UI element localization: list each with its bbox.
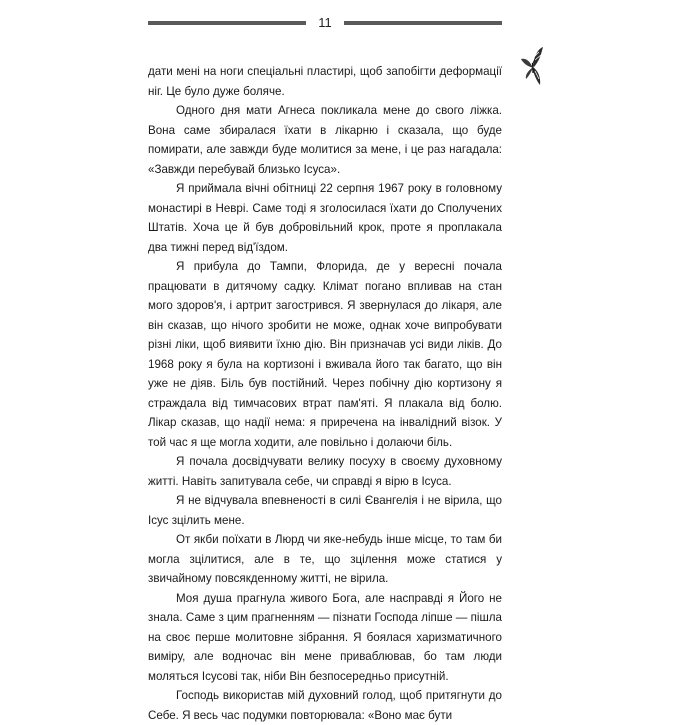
page-number: 11 — [318, 15, 332, 30]
paragraph: Господь використав мій духовний голод, щоб притягнути до Себе. Я весь час подумки повторювала: «Воно має бути — [148, 689, 502, 722]
paragraph: Я приймала вічні обітниці 22 серпня 1967 року в головному монастирі в Неврі. Саме тоді я зголосилася їхати до Сполучених Штатів. Хоча це й був добровільний крок, проте я проплакала два тижні перед від'їздом. — [148, 182, 502, 254]
body-text — [148, 62, 502, 725]
paragraph: Я не відчувала впевненості в силі Євангелія і не вірила, що Ісус зцілить мене. — [148, 494, 502, 527]
page-header — [148, 14, 502, 32]
paragraph: дати мені на ноги спеціальні пластирі, щоб запобігти деформації ніг. Це було дуже боляче. — [148, 65, 502, 98]
paragraph: Я прибула до Тампи, Флорида, де у вересні почала працювати в дитячому садку. Клімат погано впливав на стан мого здоров'я, і артрит загострився. Я звернулася до лікаря, але він сказав, що нічого зробити не може, однак хоче випробувати різні ліки, щоб виявити їхню дію. Він призначав усі види ліків. До 1968 року я була на кортизоні і вживала його так багато, що він уже не діяв. Біль був постійний. Через побічну дію кортизону я страждала від тимчасових втрат пам'яті. Я плакала від болю. Лікар сказав, що надії нема: я приречена на інвалідний візок. У той час я ще могла ходити, але повільно і долаючи біль. — [148, 260, 502, 449]
paragraph: Моя душа прагнула живого Бога, але насправді я Його не знала. Саме з цим прагненням — пізнати Господа ліпше — пішла на своє перше молитовне зібрання. Я боялася харизматичного виміру, але водночас він мене приваблював, бо там люди моляться Ісусові так, ніби Він безпосередньо присутній. — [148, 591, 502, 683]
paragraph: Я почала досвідчувати велику посуху в своєму духовному житті. Навіть запитувала себе, чи справді я вірю в Ісуса. — [148, 455, 502, 488]
paragraph: От якби поїхати в Люрд чи яке-небудь інше місце, то там би могла зцілитися, але в те, що зцілення може статися у звичайному повсякденному житті, не вірила. — [148, 533, 502, 585]
butterfly-icon — [520, 46, 544, 88]
paragraph: Одного дня мати Агнеса покликала мене до свого ліжка. Вона саме збиралася їхати в лікарню і сказала, що буде помирати, але завжди буде молитися за мене, і це раз нагадала: «Завжди перебувай близько Ісуса». — [148, 104, 502, 176]
header-rule-right — [344, 21, 502, 25]
header-rule-left — [148, 21, 306, 25]
